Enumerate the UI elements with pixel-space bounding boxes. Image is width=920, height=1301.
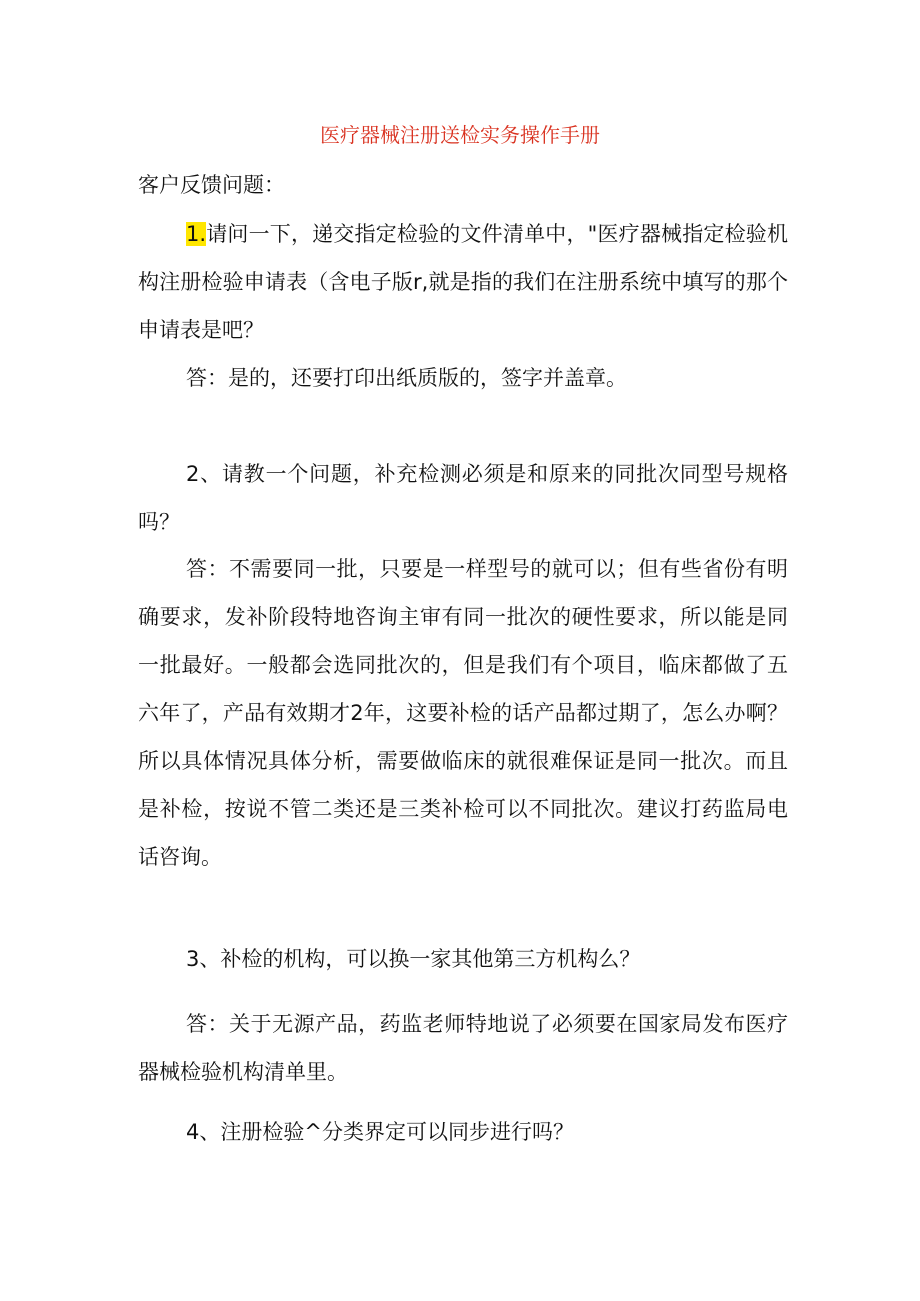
question-1-text: 请问一下，递交指定检验的文件清单中，"医疗器械指定检验机构注册检验申请表（含电子版r,就是指的我们在注册系统中填写的那个申请表是吧？: [138, 222, 788, 342]
document-title: 医疗器械注册送检实务操作手册: [320, 123, 600, 147]
answer-3: 答：关于无源产品，药监老师特地说了必须要在国家局发布医疗器械检验机构清单里。: [138, 1012, 788, 1084]
answer-1: 答：是的，还要打印出纸质版的，签字并盖章。: [186, 366, 627, 390]
answer-2: 答：不需要同一批，只要是一样型号的就可以；但有些省份有明确要求，发补阶段特地咨询主审有同一批次的硬性要求，所以能是同一批最好。一般都会选同批次的，但是我们有个项目，临床都做了五六年了，产品有效期才2年，这要补检的话产品都过期了，怎么办啊？所以具体情况具体分析，需要做临床的就很难保证是同一批次。而且是补检，按说不管二类还是三类补检可以不同批次。建议打药监局电话咨询。: [138, 557, 788, 869]
question-1-number-highlight: 1.: [186, 222, 207, 246]
question-3: 3、补检的机构，可以换一家其他第三方机构么？: [186, 947, 641, 971]
question-2: 2、请教一个问题，补充检测必须是和原来的同批次同型号规格吗？: [138, 462, 788, 534]
section-label: 客户反馈问题：: [138, 173, 285, 197]
question-1: [138, 210, 788, 354]
question-4: 4、注册检验^分类界定可以同步进行吗？: [186, 1120, 574, 1144]
